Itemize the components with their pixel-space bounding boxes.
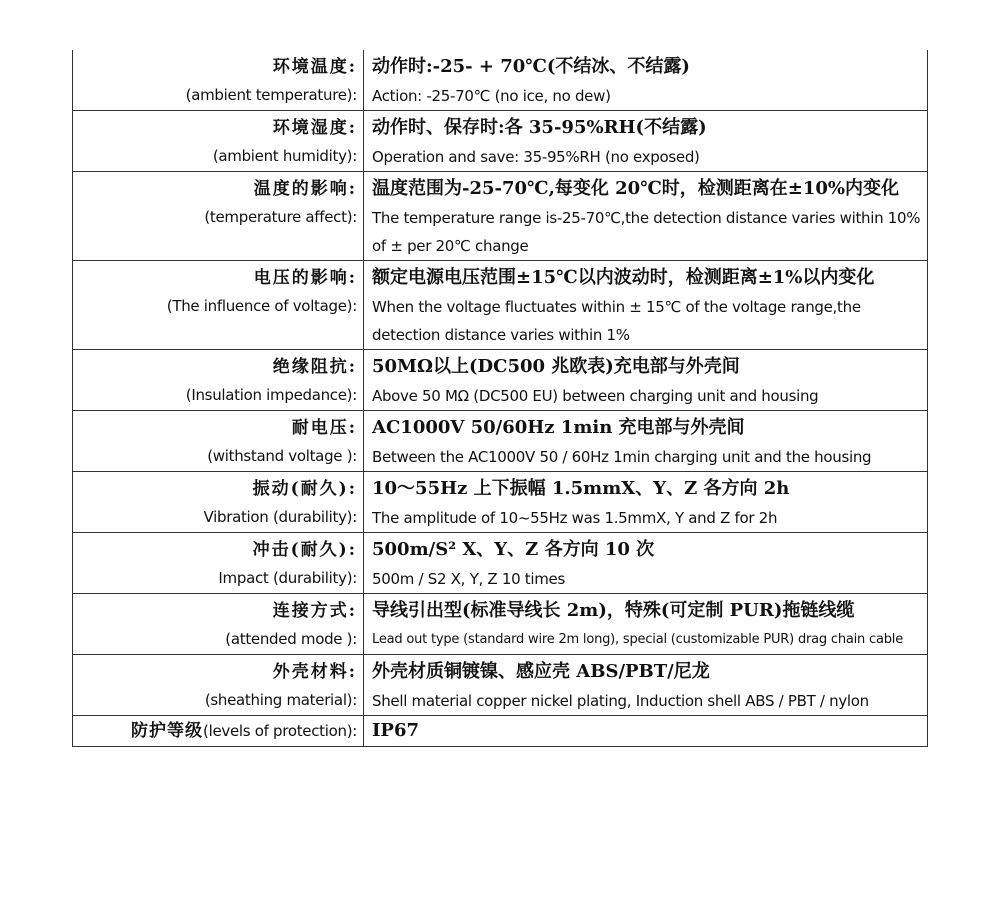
spec-label-zh: 温度的影响: [253,179,357,199]
spec-value-cell [364,411,928,472]
spec-value-cell [364,172,928,261]
spec-value-cell [364,594,928,655]
spec-value-cell [364,111,928,172]
spec-row [73,50,928,111]
spec-label-zh: 振动(耐久): [252,479,357,499]
spec-value-en: Action: -25-70℃ (no ice, no dew) [372,87,611,105]
spec-label-zh: 冲击(耐久): [252,540,357,560]
spec-label-en: Impact (durability): [218,569,357,587]
spec-label-cell [73,533,364,594]
spec-row [73,411,928,472]
spec-value-cell [364,350,928,411]
spec-label-zh: 耐电压: [291,418,357,438]
spec-row [73,350,928,411]
specification-table [72,50,928,747]
spec-row [73,594,928,655]
spec-label-cell [73,411,364,472]
spec-value-zh: AC1000V 50/60Hz 1min 充电部与外壳间 [372,417,745,438]
spec-value-cell [364,261,928,350]
spec-label-en: (withstand voltage ): [207,447,357,465]
spec-value-zh: 动作时:-25- + 70℃(不结冰、不结露) [372,56,690,77]
spec-value-en: Shell material copper nickel plating, Induction shell ABS / PBT / nylon [372,692,869,710]
spec-value-zh: 动作时、保存时:各 35-95%RH(不结露) [372,117,707,138]
spec-value-cell [364,716,928,747]
spec-value-ip-rating: IP67 [372,720,420,741]
spec-label-zh: 环境温度: [272,57,357,77]
spec-value-zh: 温度范围为-25-70℃,每变化 20℃时，检测距离在±10%内变化 [372,178,899,199]
spec-label-cell [73,172,364,261]
spec-label-en: (levels of protection): [203,722,357,740]
spec-value-en: Operation and save: 35-95%RH (no exposed) [372,148,700,166]
spec-label-zh: 连接方式: [272,601,357,621]
spec-value-en: Lead out type (standard wire 2m long), special (customizable PUR) drag chain cable [372,632,904,647]
spec-label-en: Vibration (durability): [203,508,357,526]
spec-row [73,472,928,533]
spec-value-en: Between the AC1000V 50 / 60Hz 1min charging unit and the housing [372,448,872,466]
spec-label-cell [73,50,364,111]
spec-label-zh: 环境湿度: [272,118,357,138]
spec-label-en: (temperature affect): [204,208,357,226]
spec-row [73,533,928,594]
spec-label-zh: 电压的影响: [253,268,357,288]
spec-value-cell [364,533,928,594]
spec-label-cell [73,350,364,411]
spec-label-cell [73,594,364,655]
spec-row-protection [73,716,928,747]
spec-label-en: (Insulation impedance): [185,386,357,404]
spec-label-en: (ambient temperature): [185,86,357,104]
spec-value-en: Above 50 MΩ (DC500 EU) between charging unit and housing [372,387,819,405]
spec-label-en: (The influence of voltage): [166,297,357,315]
spec-label-cell [73,472,364,533]
spec-value-en: When the voltage fluctuates within ± 15℃ of the voltage range,the detection distance varies within 1% [372,298,861,344]
spec-value-cell [364,655,928,716]
spec-row [73,261,928,350]
spec-label-cell [73,261,364,350]
spec-label-zh: 外壳材料: [272,662,357,682]
spec-label-en: (attended mode ): [225,630,357,648]
spec-value-zh: 额定电源电压范围±15℃以内波动时，检测距离±1%以内变化 [372,267,875,288]
spec-label-zh: 防护等级 [131,721,204,741]
spec-value-cell [364,472,928,533]
spec-label-cell [73,655,364,716]
spec-label-cell [73,111,364,172]
spec-label-cell [73,716,364,747]
spec-value-zh: 50MΩ以上(DC500 兆欧表)充电部与外壳间 [372,356,740,377]
spec-row [73,172,928,261]
spec-value-zh: 外壳材质铜镀镍、感应壳 ABS/PBT/尼龙 [372,661,710,682]
spec-row [73,111,928,172]
spec-value-en: 500m / S2 X, Y, Z 10 times [372,570,565,588]
spec-value-zh: 10～55Hz 上下振幅 1.5mmX、Y、Z 各方向 2h [372,478,790,499]
spec-value-zh: 500m/S² X、Y、Z 各方向 10 次 [372,539,655,560]
spec-value-cell [364,50,928,111]
spec-value-en: The amplitude of 10~55Hz was 1.5mmX, Y and Z for 2h [372,509,778,527]
spec-value-zh: 导线引出型(标准导线长 2m)，特殊(可定制 PUR)拖链线缆 [372,600,855,621]
spec-row [73,655,928,716]
spec-label-en: (ambient humidity): [212,147,357,165]
spec-label-zh: 绝缘阻抗: [272,357,357,377]
spec-value-en: The temperature range is-25-70℃,the detection distance varies within 10% of ± per 20℃ change [372,209,921,255]
spec-label-en: (sheathing material): [204,691,357,709]
